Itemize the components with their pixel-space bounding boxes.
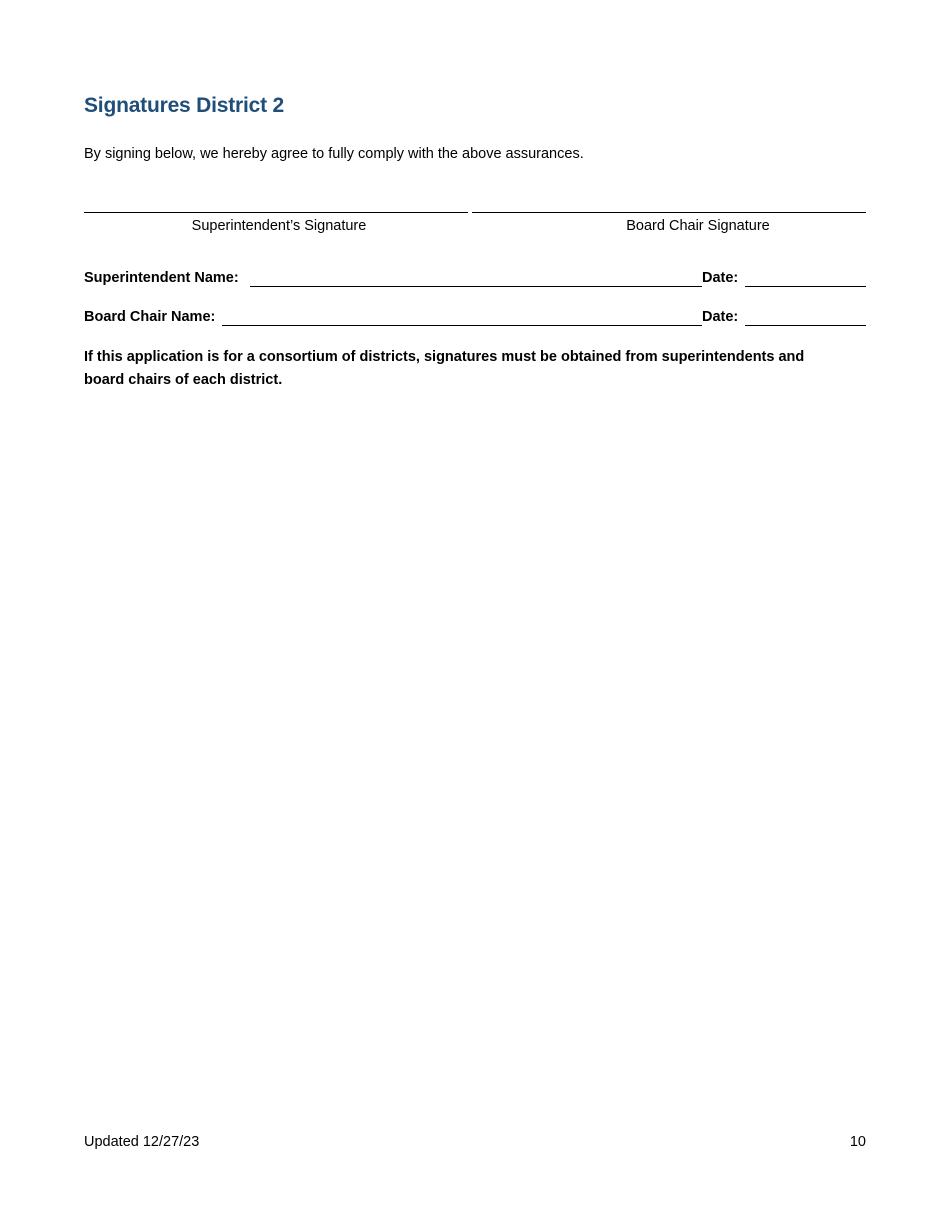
- footer-page-number: 10: [849, 1134, 866, 1150]
- superintendent-name-row: [84, 268, 866, 290]
- superintendent-name-field[interactable]: [250, 286, 702, 287]
- page-title: Signatures District 2: [84, 94, 285, 117]
- intro-text: By signing below, we hereby agree to fully comply with the above assurances.: [84, 146, 584, 162]
- footer-updated-date: Updated 12/27/23: [84, 1134, 200, 1150]
- board-chair-name-row: [84, 307, 866, 329]
- board-chair-name-label: Board Chair Name:: [84, 309, 216, 325]
- superintendent-date-label: Date:: [702, 270, 739, 286]
- consortium-note: If this application is for a consortium of districts, signatures must be obtained from superintendents and board chairs of each district.: [84, 349, 805, 388]
- superintendent-signature-line[interactable]: [84, 212, 468, 213]
- board-chair-signature-line[interactable]: [472, 212, 866, 213]
- board-chair-signature-label: Board Chair Signature: [626, 218, 770, 234]
- board-chair-date-field[interactable]: [745, 325, 866, 326]
- superintendent-signature-label: Superintendent’s Signature: [191, 218, 367, 234]
- superintendent-name-label: Superintendent Name:: [84, 270, 239, 286]
- board-chair-name-field[interactable]: [222, 325, 702, 326]
- board-chair-date-label: Date:: [702, 309, 739, 325]
- superintendent-date-field[interactable]: [745, 286, 866, 287]
